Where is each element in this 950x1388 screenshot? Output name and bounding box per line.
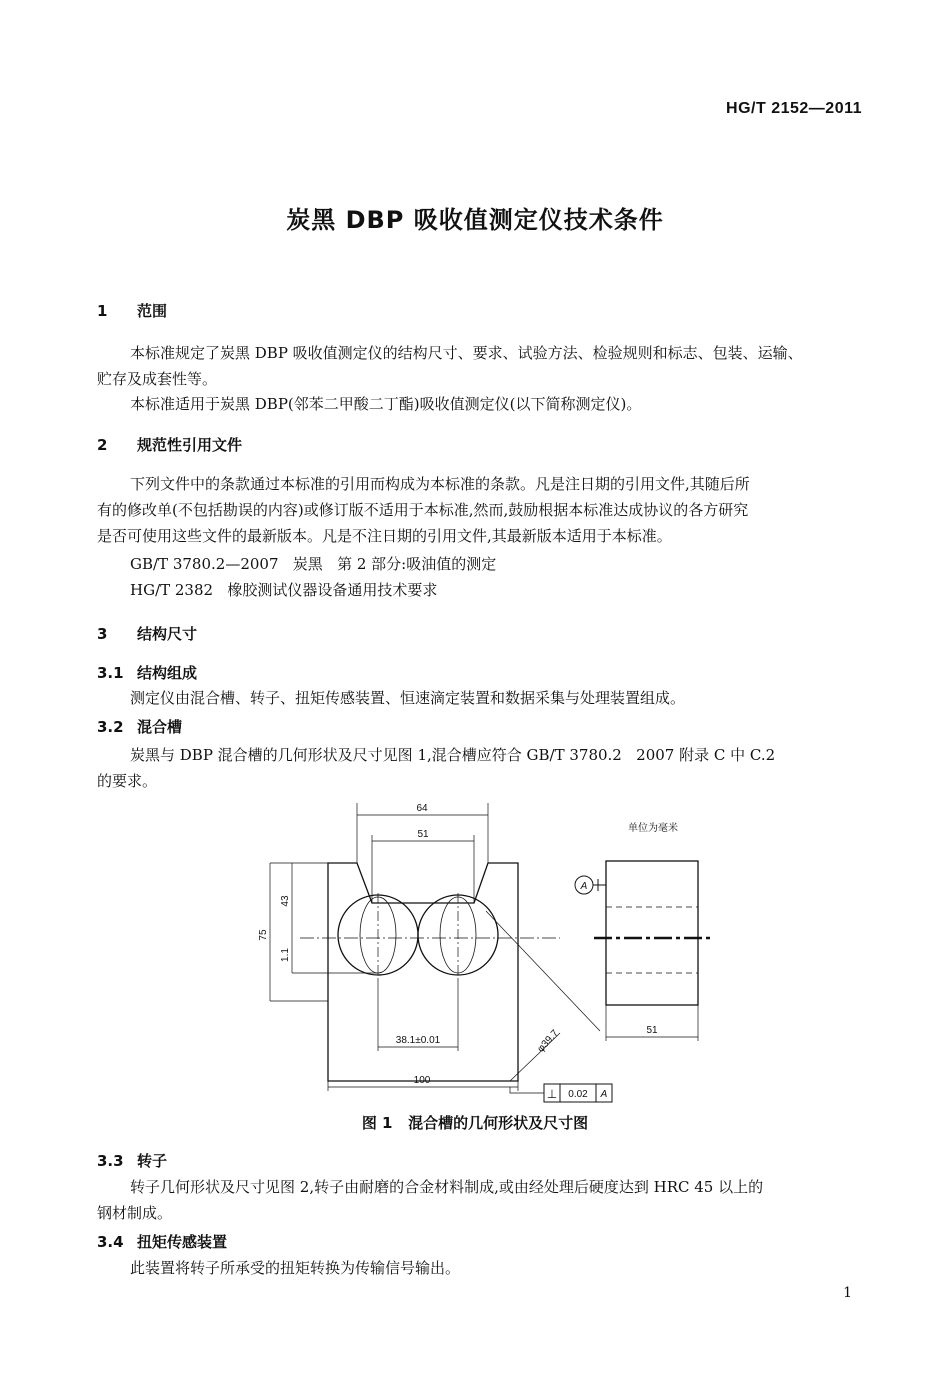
section-number: 2 [97,436,108,454]
section-title: 结构尺寸 [137,625,198,643]
s31-text: 测定仪由混合槽、转子、扭矩传感装置、恒速滴定装置和数据采集与处理装置组成。 [130,689,686,707]
s2-para1-line2: 有的修改单(不包括勘误的内容)或修订版不适用于本标准,然而,鼓励根据本标准达成协议的各方研究 [97,501,749,519]
document-title: 炭黑 DBP 吸收值测定仪技术条件 [286,206,664,234]
figure-1-mixing-chamber-drawing [260,795,730,1107]
section-title: 结构组成 [137,664,198,682]
datum-a-label: A [580,881,588,892]
section-number: 3.1 [97,664,124,682]
s34-text: 此装置将转子所承受的扭矩转换为传输信号输出。 [130,1259,461,1277]
dim-text-diameter: φ39.7 [535,1028,561,1055]
diameter-leader [486,911,600,1031]
section-title: 规范性引用文件 [137,436,243,454]
unit-note: 单位为毫米 [628,823,678,834]
section-1-heading [97,300,167,321]
s2-para1-line3: 是否可使用这些文件的最新版本。凡是不注日期的引用文件,其最新版本适用于本标准。 [97,527,672,545]
section-3-heading [97,623,197,644]
s2-ref-gbt3780: GB/T 3780.2—2007 炭黑 第 2 部分:吸油值的测定 [130,555,497,573]
section-title: 混合槽 [137,718,183,736]
tolerance-leader [510,1087,544,1093]
s1-para2: 本标准适用于炭黑 DBP(邻苯二甲酸二丁酯)吸收值测定仪(以下简称测定仪)。 [130,395,642,413]
s1-para1-line2: 贮存及成套性等。 [97,370,218,388]
s32-line2: 的要求。 [97,772,158,790]
s2-para1-line1: 下列文件中的条款通过本标准的引用而构成为本标准的条款。凡是注日期的引用文件,其随后所 [130,475,750,493]
section-3-3-heading [97,1150,167,1171]
tolerance-datum: A [600,1089,608,1100]
section-3-1-heading [97,662,197,683]
section-number: 1 [97,302,108,320]
dim-text-11: 1.1 [280,948,291,962]
dim-text-38: 38.1±0.01 [395,1035,441,1046]
dim-text-51: 51 [417,829,429,840]
section-number: 3.4 [97,1233,124,1251]
section-number: 3.3 [97,1152,124,1170]
dim-text-75: 75 [258,929,269,941]
chamber-front-outline [328,863,518,1081]
s33-line2: 钢材制成。 [97,1204,173,1222]
dim-text-64: 64 [416,803,428,814]
dim-text-side-51: 51 [646,1025,658,1036]
section-3-2-heading [97,716,182,737]
s32-line1: 炭黑与 DBP 混合槽的几何形状及尺寸见图 1,混合槽应符合 GB/T 3780.2 2007 附录 C 中 C.2 [130,746,776,764]
tolerance-value: 0.02 [568,1089,588,1100]
s33-line1: 转子几何形状及尺寸见图 2,转子由耐磨的合金材料制成,或由经处理后硬度达到 HRC 45 以上的 [130,1178,764,1196]
chamber-side-outline [606,861,698,1005]
figure-1-caption: 图 1 混合槽的几何形状及尺寸图 [361,1114,589,1132]
s1-para1-line1: 本标准规定了炭黑 DBP 吸收值测定仪的结构尺寸、要求、试验方法、检验规则和标志、包装、运输、 [130,344,803,362]
section-2-heading [97,434,242,455]
section-3-4-heading [97,1231,227,1252]
section-title: 扭矩传感装置 [137,1233,228,1251]
section-title: 范围 [137,302,168,320]
section-number: 3.2 [97,718,124,736]
standard-number: HG/T 2152—2011 [726,100,862,117]
s2-ref-hgt2382: HG/T 2382 橡胶测试仪器设备通用技术要求 [130,581,438,599]
section-number: 3 [97,625,108,643]
dim-text-100: 100 [413,1075,431,1086]
page-number: 1 [843,1285,852,1301]
dim-text-43: 43 [280,895,291,907]
section-title: 转子 [137,1152,168,1170]
perpendicularity-symbol: ⊥ [546,1087,558,1101]
